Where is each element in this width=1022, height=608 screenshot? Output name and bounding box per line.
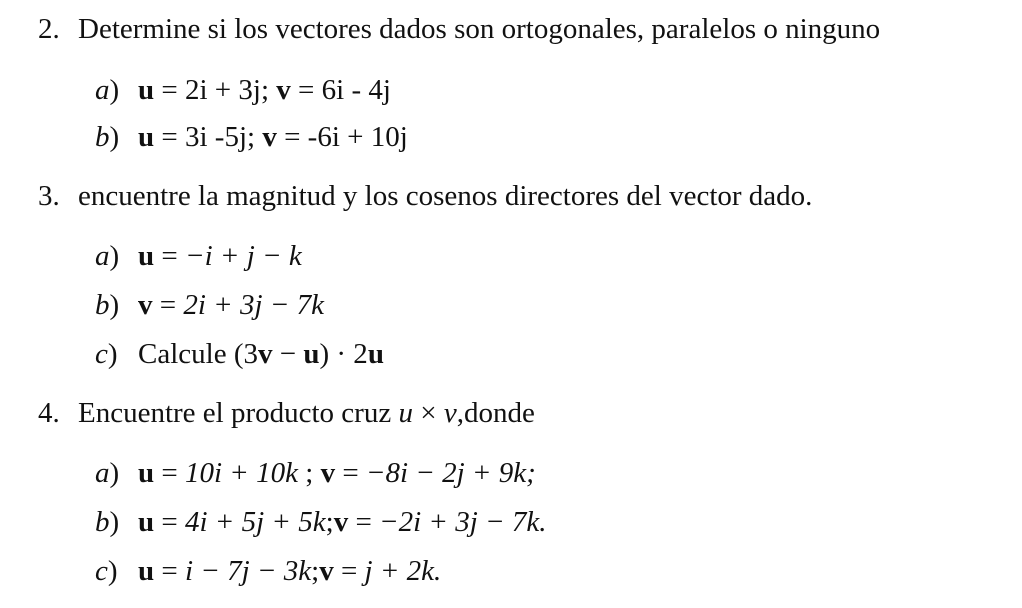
item-label: a)	[95, 74, 120, 106]
problem-4-item-b	[95, 505, 547, 539]
item-expression: Calcule (3v − u) · 2u	[138, 338, 384, 370]
problem-text: Determine si los vectores dados son ortogonales, paralelos o ninguno	[78, 13, 881, 45]
item-label: c)	[95, 555, 118, 587]
problem-3-item-a	[95, 239, 302, 273]
problem-3-title	[38, 179, 812, 213]
problem-text: encuentre la magnitud y los cosenos directores del vector dado.	[78, 180, 813, 212]
item-label: c)	[95, 338, 118, 370]
item-expression: u = 3i -5j; v = -6i + 10j	[138, 121, 408, 153]
problem-text: Encuentre el producto cruz u × v,donde	[78, 397, 535, 429]
item-expression: u = 2i + 3j; v = 6i - 4j	[138, 74, 391, 106]
problem-2-item-a	[95, 73, 391, 107]
item-expression: v = 2i + 3j − 7k	[138, 289, 324, 321]
problem-number: 2.	[38, 13, 60, 45]
problem-3-item-b	[95, 288, 324, 322]
problem-2-title	[38, 12, 880, 46]
item-expression: u = −i + j − k	[138, 240, 302, 272]
item-expression: u = 10i + 10k ; v = −8i − 2j + 9k;	[138, 457, 536, 489]
problem-3-item-c	[95, 337, 384, 371]
item-label: b)	[95, 506, 120, 538]
problem-4-title	[38, 396, 535, 430]
item-label: b)	[95, 121, 120, 153]
problem-number: 4.	[38, 397, 60, 429]
item-label: a)	[95, 240, 120, 272]
problem-number: 3.	[38, 180, 60, 212]
item-expression: u = i − 7j − 3k;v = j + 2k.	[138, 555, 442, 587]
problem-4-item-c	[95, 554, 441, 588]
item-label: b)	[95, 289, 120, 321]
item-label: a)	[95, 457, 120, 489]
item-expression: u = 4i + 5j + 5k;v = −2i + 3j − 7k.	[138, 506, 547, 538]
problem-4-item-a	[95, 456, 536, 490]
problem-2-item-b	[95, 120, 408, 154]
